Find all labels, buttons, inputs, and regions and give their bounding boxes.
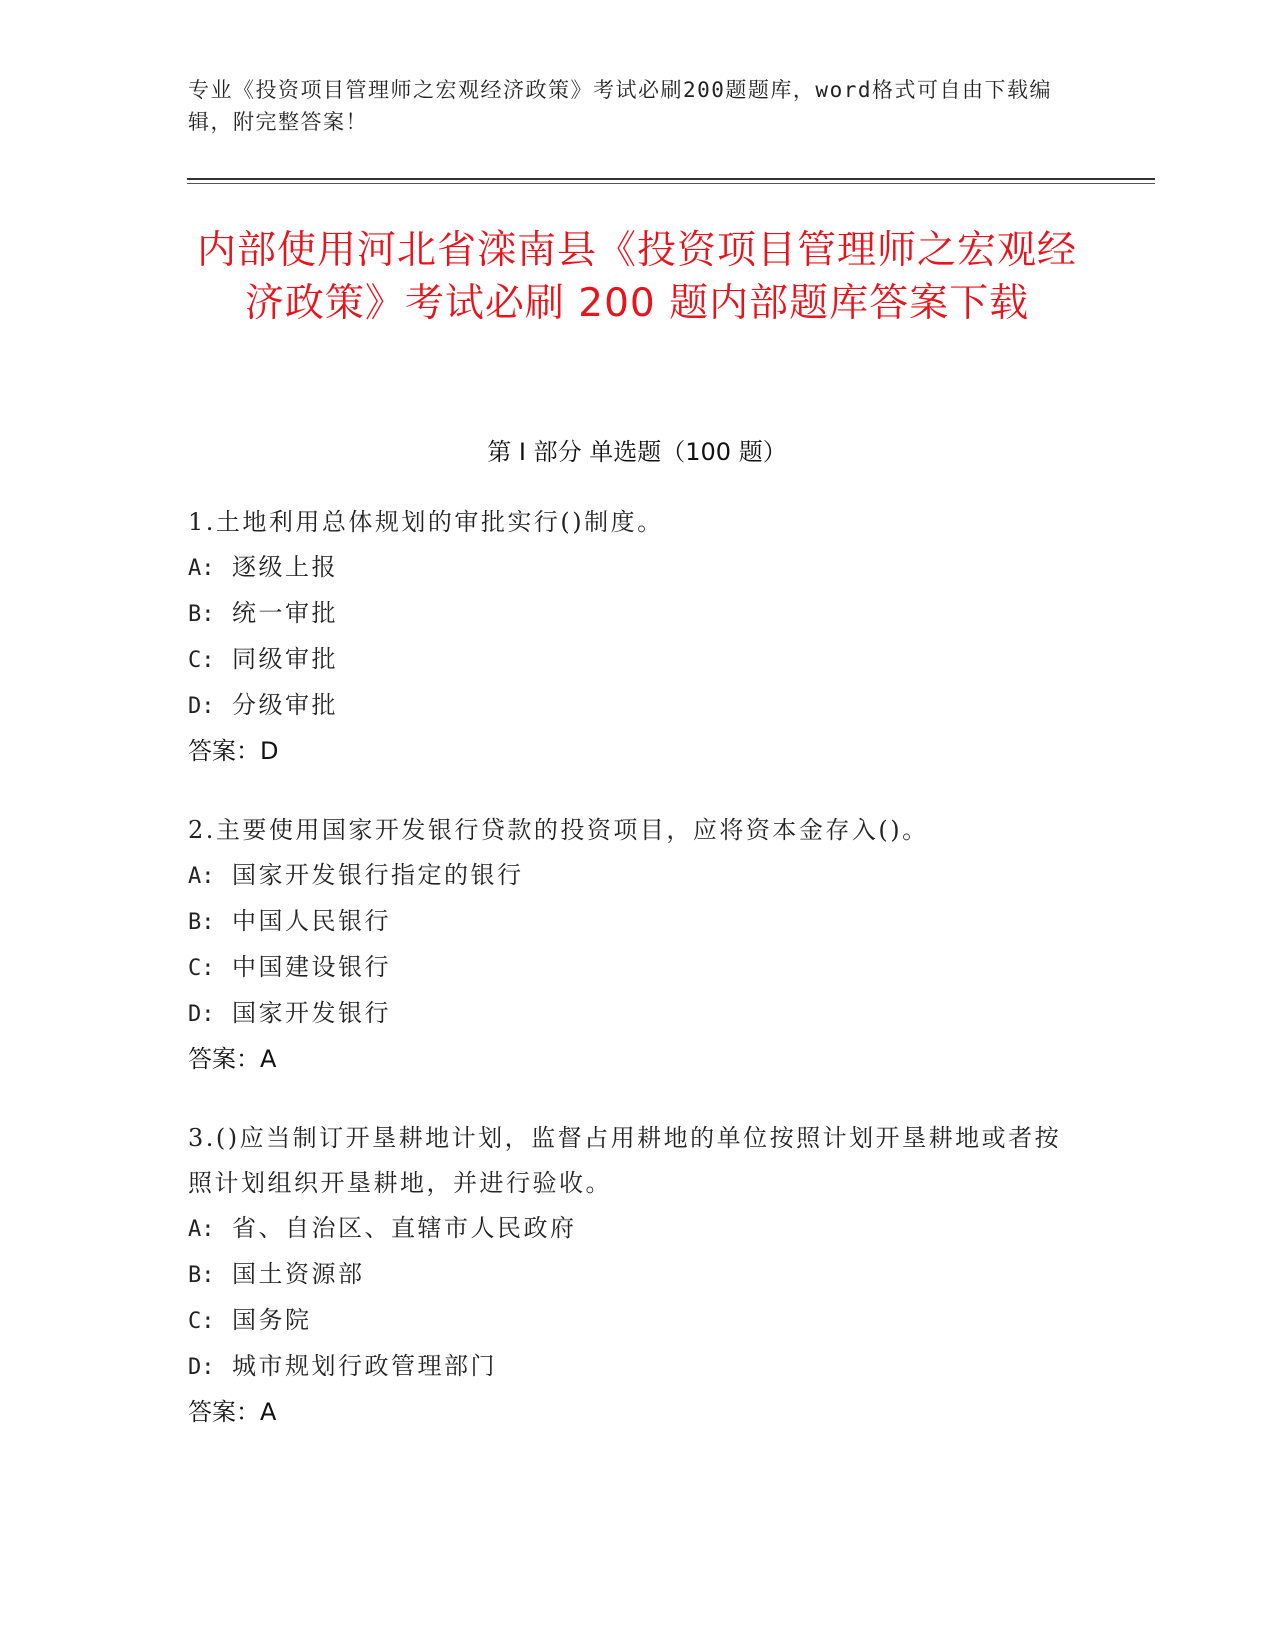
option-key: C: [188, 648, 215, 673]
option-text: 国务院 [232, 1306, 312, 1334]
question-3 [188, 1116, 1068, 1435]
section-title: 第 I 部分 单选题（100 题） [487, 438, 787, 466]
option-d [188, 1344, 1068, 1390]
option-key: C: [188, 956, 215, 981]
question-2 [188, 808, 1068, 1082]
header-note: 专业《投资项目管理师之宏观经济政策》考试必刷200题题库，word格式可自由下载编辑，附完整答案！ [188, 78, 1052, 134]
option-text: 国土资源部 [232, 1260, 365, 1288]
option-key: B: [188, 602, 215, 627]
answer-label: 答案： [188, 1398, 260, 1426]
option-key: D: [188, 694, 215, 719]
header-divider-thin [187, 183, 1155, 184]
option-d [188, 991, 1068, 1037]
option-key: D: [188, 1002, 215, 1027]
option-key: A: [188, 1217, 215, 1242]
option-key: A: [188, 864, 215, 889]
option-key: B: [188, 1263, 215, 1288]
question-text: 2.主要使用国家开发银行贷款的投资项目，应将资本金存入()。 [188, 816, 929, 844]
option-a [188, 545, 1068, 591]
question-1 [188, 500, 1068, 774]
option-text: 城市规划行政管理部门 [232, 1352, 497, 1380]
answer-value: D [260, 737, 279, 765]
answer-line [188, 1037, 1068, 1082]
option-text: 中国人民银行 [232, 907, 391, 935]
option-text: 国家开发银行 [232, 999, 391, 1027]
option-key: B: [188, 910, 215, 935]
answer-label: 答案： [188, 1045, 260, 1073]
option-text: 中国建设银行 [232, 953, 391, 981]
answer-value: A [260, 1398, 277, 1426]
option-text: 国家开发银行指定的银行 [232, 861, 524, 889]
answer-line [188, 1390, 1068, 1435]
option-text: 省、自治区、直辖市人民政府 [232, 1214, 577, 1242]
option-key: A: [188, 556, 215, 581]
question-text: 1.土地利用总体规划的审批实行()制度。 [188, 508, 664, 536]
option-b [188, 591, 1068, 637]
option-a [188, 1206, 1068, 1252]
option-text: 统一审批 [232, 599, 338, 627]
answer-value: A [260, 1045, 277, 1073]
option-c [188, 637, 1068, 683]
option-b [188, 1252, 1068, 1298]
option-d [188, 683, 1068, 729]
option-a [188, 853, 1068, 899]
answer-label: 答案： [188, 737, 260, 765]
option-text: 逐级上报 [232, 553, 338, 581]
option-c [188, 1298, 1068, 1344]
header-divider-thick [187, 178, 1155, 180]
option-key: D: [188, 1355, 215, 1380]
answer-line [188, 729, 1068, 774]
option-key: C: [188, 1309, 215, 1334]
document-title: 内部使用河北省滦南县《投资项目管理师之宏观经济政策》考试必刷 200 题内部题库答案下载 [196, 228, 1077, 326]
option-c [188, 945, 1068, 991]
question-text: 3.()应当制订开垦耕地计划，监督占用耕地的单位按照计划开垦耕地或者按照计划组织开垦耕地，并进行验收。 [188, 1124, 1062, 1197]
option-b [188, 899, 1068, 945]
option-text: 分级审批 [232, 691, 338, 719]
option-text: 同级审批 [232, 645, 338, 673]
